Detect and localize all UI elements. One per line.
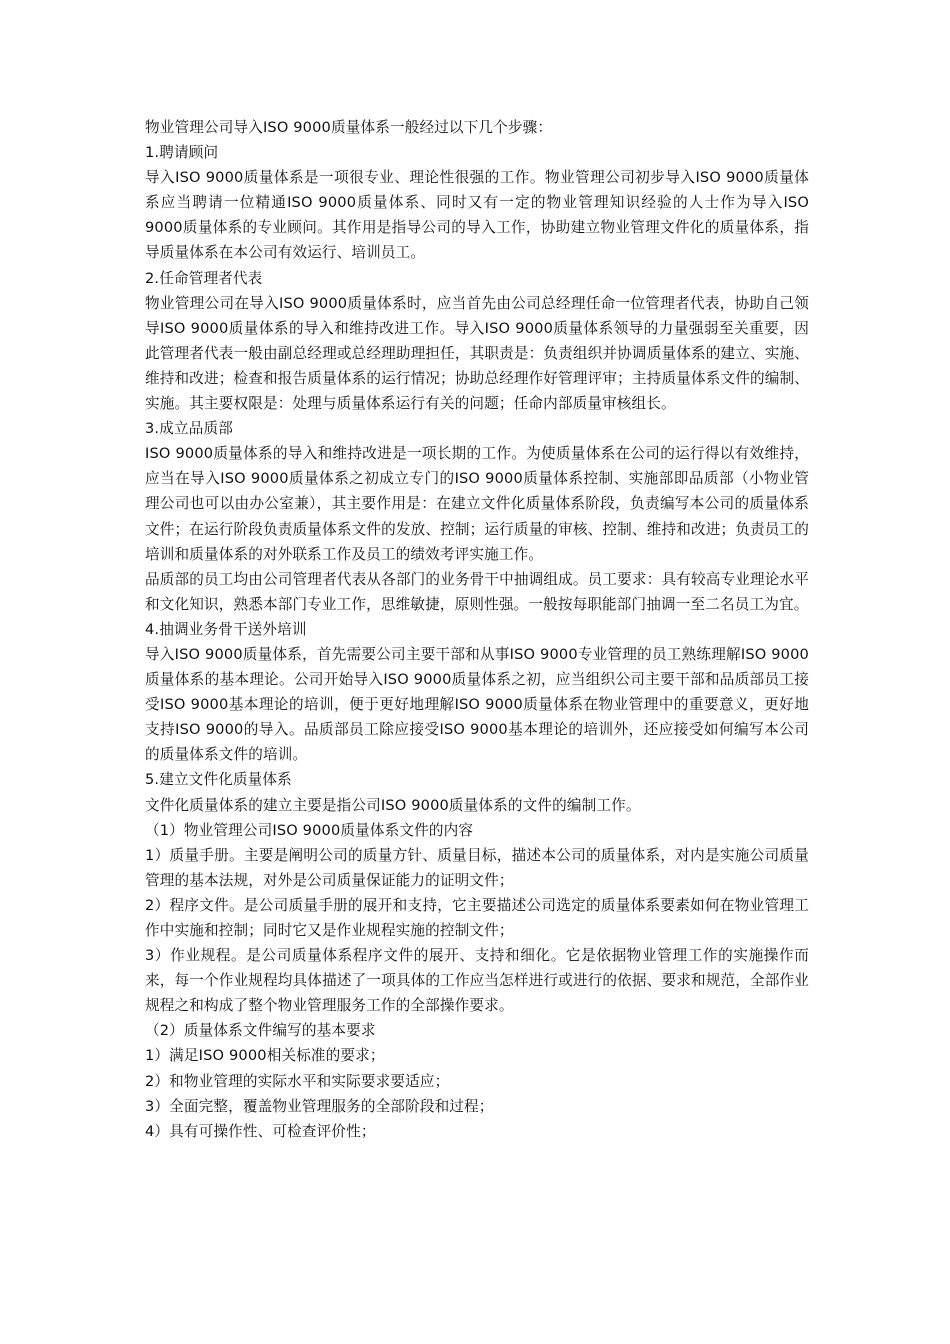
subsection-2-item-2: 2）和物业管理的实际水平和实际要求要适应； xyxy=(145,1072,450,1090)
section-5-paragraph: 文件化质量体系的建立主要是指公司ISO 9000质量体系的文件的编制工作。 xyxy=(145,796,641,814)
subsection-1-item-1: 1）质量手册。主要是阐明公司的质量方针、质量目标，描述本公司的质量体系，对内是实施公司质量管理的基本法规，对外是公司质量保证能力的证明文件； xyxy=(145,846,809,889)
document-page xyxy=(145,115,809,1144)
subsection-1-heading: （1）物业管理公司ISO 9000质量体系文件的内容 xyxy=(145,821,474,839)
section-2-heading: 2.任命管理者代表 xyxy=(145,269,263,287)
subsection-2-item-1: 1）满足ISO 9000相关标准的要求； xyxy=(145,1047,385,1065)
section-1-paragraph: 导入ISO 9000质量体系是一项很专业、理论性很强的工作。物业管理公司初步导入ISO 9000质量体系应当聘请一位精通ISO 9000质量体系、同时又有一定的物业管理知识经验的人士作为导入ISO 9000质量体系的专业顾问。其作用是指导公司的导入工作，协助建立物业管理文件化的质量体系，指导质量体系在本公司有效运行、培训员工。 xyxy=(145,169,809,262)
subsection-2-item-4: 4）具有可操作性、可检查评价性； xyxy=(145,1122,376,1140)
section-1-heading: 1.聘请顾问 xyxy=(145,144,219,162)
subsection-1-item-2: 2）程序文件。是公司质量手册的展开和支持，它主要描述公司选定的质量体系要素如何在物业管理工作中实施和控制；同时它又是作业规程实施的控制文件； xyxy=(145,896,809,939)
section-5-heading: 5.建立文件化质量体系 xyxy=(145,771,292,789)
section-4-paragraph: 导入ISO 9000质量体系，首先需要公司主要干部和从事ISO 9000专业管理的员工熟练理解ISO 9000质量体系的基本理论。公司开始导入ISO 9000质量体系之初，应当组织公司主要干部和品质部员工接受ISO 9000基本理论的培训，便于更好地理解ISO 9000质量体系在物业管理中的重要意义，更好地支持ISO 9000的导入。品质部员工除应接受ISO 9000基本理论的培训外，还应接受如何编写本公司的质量体系文件的培训。 xyxy=(145,645,809,764)
intro-line: 物业管理公司导入ISO 9000质量体系一般经过以下几个步骤： xyxy=(145,119,553,136)
section-4-heading: 4.抽调业务骨干送外培训 xyxy=(145,620,307,638)
section-3-paragraph-1: ISO 9000质量体系的导入和维持改进是一项长期的工作。为使质量体系在公司的运行得以有效维持，应当在导入ISO 9000质量体系之初成立专门的ISO 9000质量体系控制、实施部即品质部（小物业管理公司也可以由办公室兼），其主要作用是：在建立文件化质量体系阶段，负责编写本公司的质量体系文件；在运行阶段负责质量体系文件的发放、控制；运行质量的审核、控制、维持和改进；负责员工的培训和质量体系的对外联系工作及员工的绩效考评实施工作。 xyxy=(145,445,809,563)
subsection-2-heading: （2）质量体系文件编写的基本要求 xyxy=(145,1022,376,1040)
section-3-heading: 3.成立品质部 xyxy=(145,420,233,438)
subsection-1-item-3: 3）作业规程。是公司质量体系程序文件的展开、支持和细化。它是依据物业管理工作的实施操作而来，每一个作业规程均具体描述了一项具体的工作应当怎样进行或进行的依据、要求和规范，全部作业规程之和构成了整个物业管理服务工作的全部操作要求。 xyxy=(145,947,809,1015)
section-3-paragraph-2: 品质部的员工均由公司管理者代表从各部门的业务骨干中抽调组成。员工要求：具有较高专业理论水平和文化知识，熟悉本部门专业工作，思维敏捷，原则性强。一般按每职能部门抽调一至二名员工为宜。 xyxy=(145,570,809,613)
section-2-paragraph: 物业管理公司在导入ISO 9000质量体系时，应当首先由公司总经理任命一位管理者代表，协助自己领导ISO 9000质量体系的导入和维持改进工作。导入ISO 9000质量体系领导的力量强弱至关重要，因此管理者代表一般由副总经理或总经理助理担任，其职责是：负责组织并协调质量体系的建立、实施、维持和改进；检查和报告质量体系的运行情况；协助总经理作好管理评审；主持质量体系文件的编制、实施。其主要权限是：处理与质量体系运行有关的问题；任命内部质量审核组长。 xyxy=(145,294,809,413)
subsection-2-item-3: 3）全面完整，覆盖物业管理服务的全部阶段和过程； xyxy=(145,1097,494,1115)
